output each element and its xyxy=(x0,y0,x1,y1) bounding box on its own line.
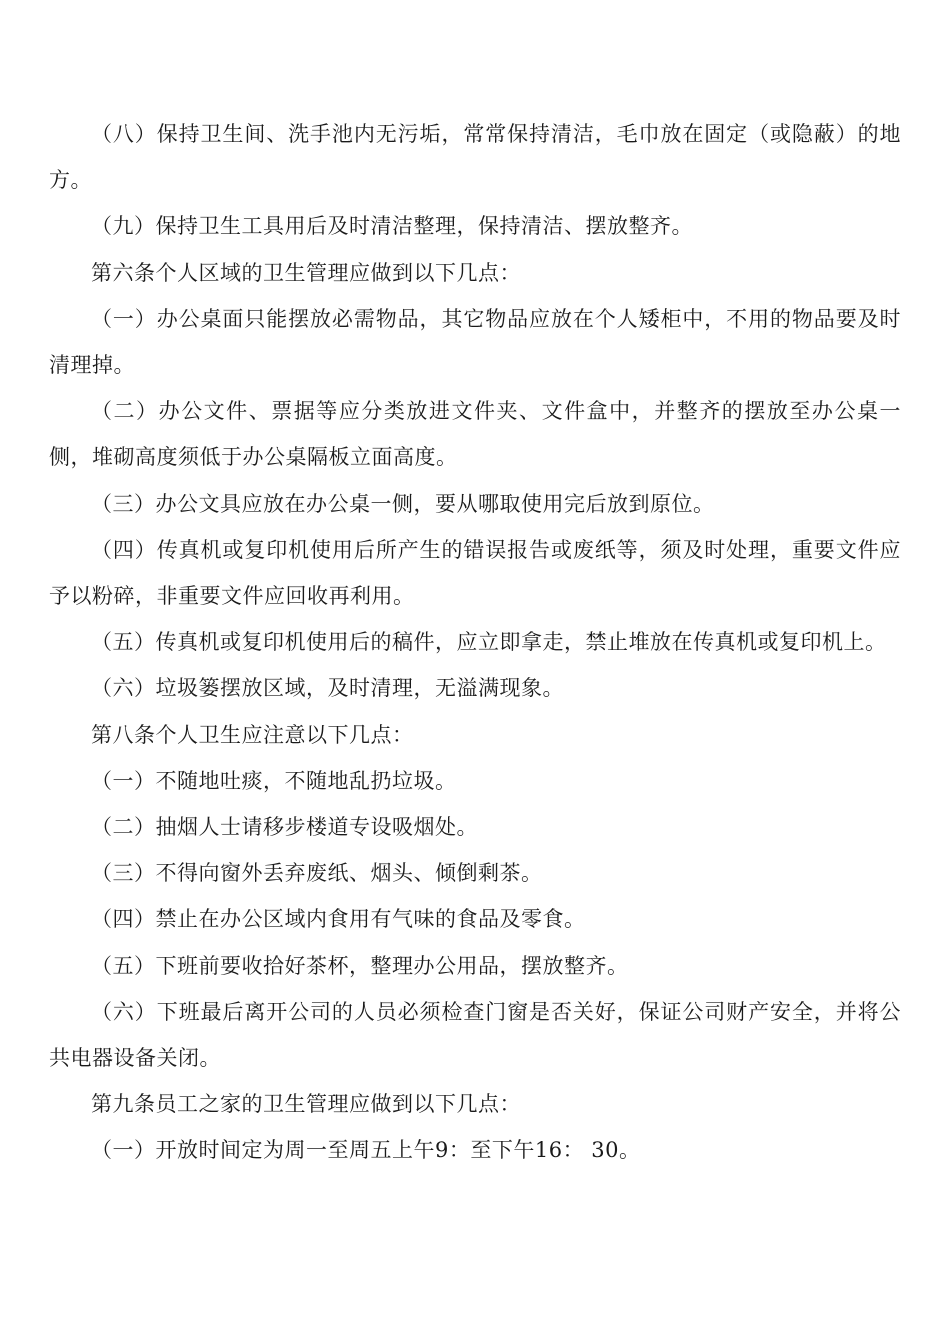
article-8-item-6: （六）下班最后离开公司的人员必须检查门窗是否关好，保证公司财产安全，并将公共电器设备关闭。 xyxy=(49,999,901,1071)
article-6-item-3: （三）办公文具应放在办公桌一侧，要从哪取使用完后放到原位。 xyxy=(91,491,715,516)
article-8-heading: 第八条个人卫生应注意以下几点： xyxy=(91,722,414,747)
article-8-item-2: （二）抽烟人士请移步楼道专设吸烟处。 xyxy=(91,815,478,840)
paragraph-9-cleaning-tools: （九）保持卫生工具用后及时清洁整理，保持清洁、摆放整齐。 xyxy=(91,214,693,239)
article-6-item-1: （一）办公桌面只能摆放必需物品，其它物品应放在个人矮柜中，不用的物品要及时清理掉。 xyxy=(49,306,901,378)
article-8-item-1: （一）不随地吐痰，不随地乱扔垃圾。 xyxy=(91,768,457,793)
article-8-item-3: （三）不得向窗外丢弃废纸、烟头、倾倒剩茶。 xyxy=(91,861,543,886)
article-6-heading: 第六条个人区域的卫生管理应做到以下几点： xyxy=(91,260,521,285)
article-9-item-1: （一）开放时间定为周一至周五上午9：至下午16： 30。 xyxy=(91,1138,641,1163)
article-6-item-5: （五）传真机或复印机使用后的稿件，应立即拿走，禁止堆放在传真机或复印机上。 xyxy=(91,630,887,655)
article-6-item-6: （六）垃圾篓摆放区域，及时清理，无溢满现象。 xyxy=(91,676,564,701)
paragraph-8-hygiene-restroom: （八）保持卫生间、洗手池内无污垢，常常保持清洁，毛巾放在固定（或隐蔽）的地方。 xyxy=(49,122,901,193)
article-6-item-4: （四）传真机或复印机使用后所产生的错误报告或废纸等，须及时处理，重要文件应予以粉碎，非重要文件应回收再利用。 xyxy=(49,537,901,609)
article-8-item-5: （五）下班前要收拾好茶杯，整理办公用品，摆放整齐。 xyxy=(91,953,629,978)
article-9-heading: 第九条员工之家的卫生管理应做到以下几点： xyxy=(91,1092,521,1117)
article-8-item-4: （四）禁止在办公区域内食用有气味的食品及零食。 xyxy=(91,907,586,932)
article-6-item-2: （二）办公文件、票据等应分类放进文件夹、文件盒中，并整齐的摆放至办公桌一侧，堆砌高度须低于办公桌隔板立面高度。 xyxy=(49,399,901,470)
document-body xyxy=(49,111,901,1174)
